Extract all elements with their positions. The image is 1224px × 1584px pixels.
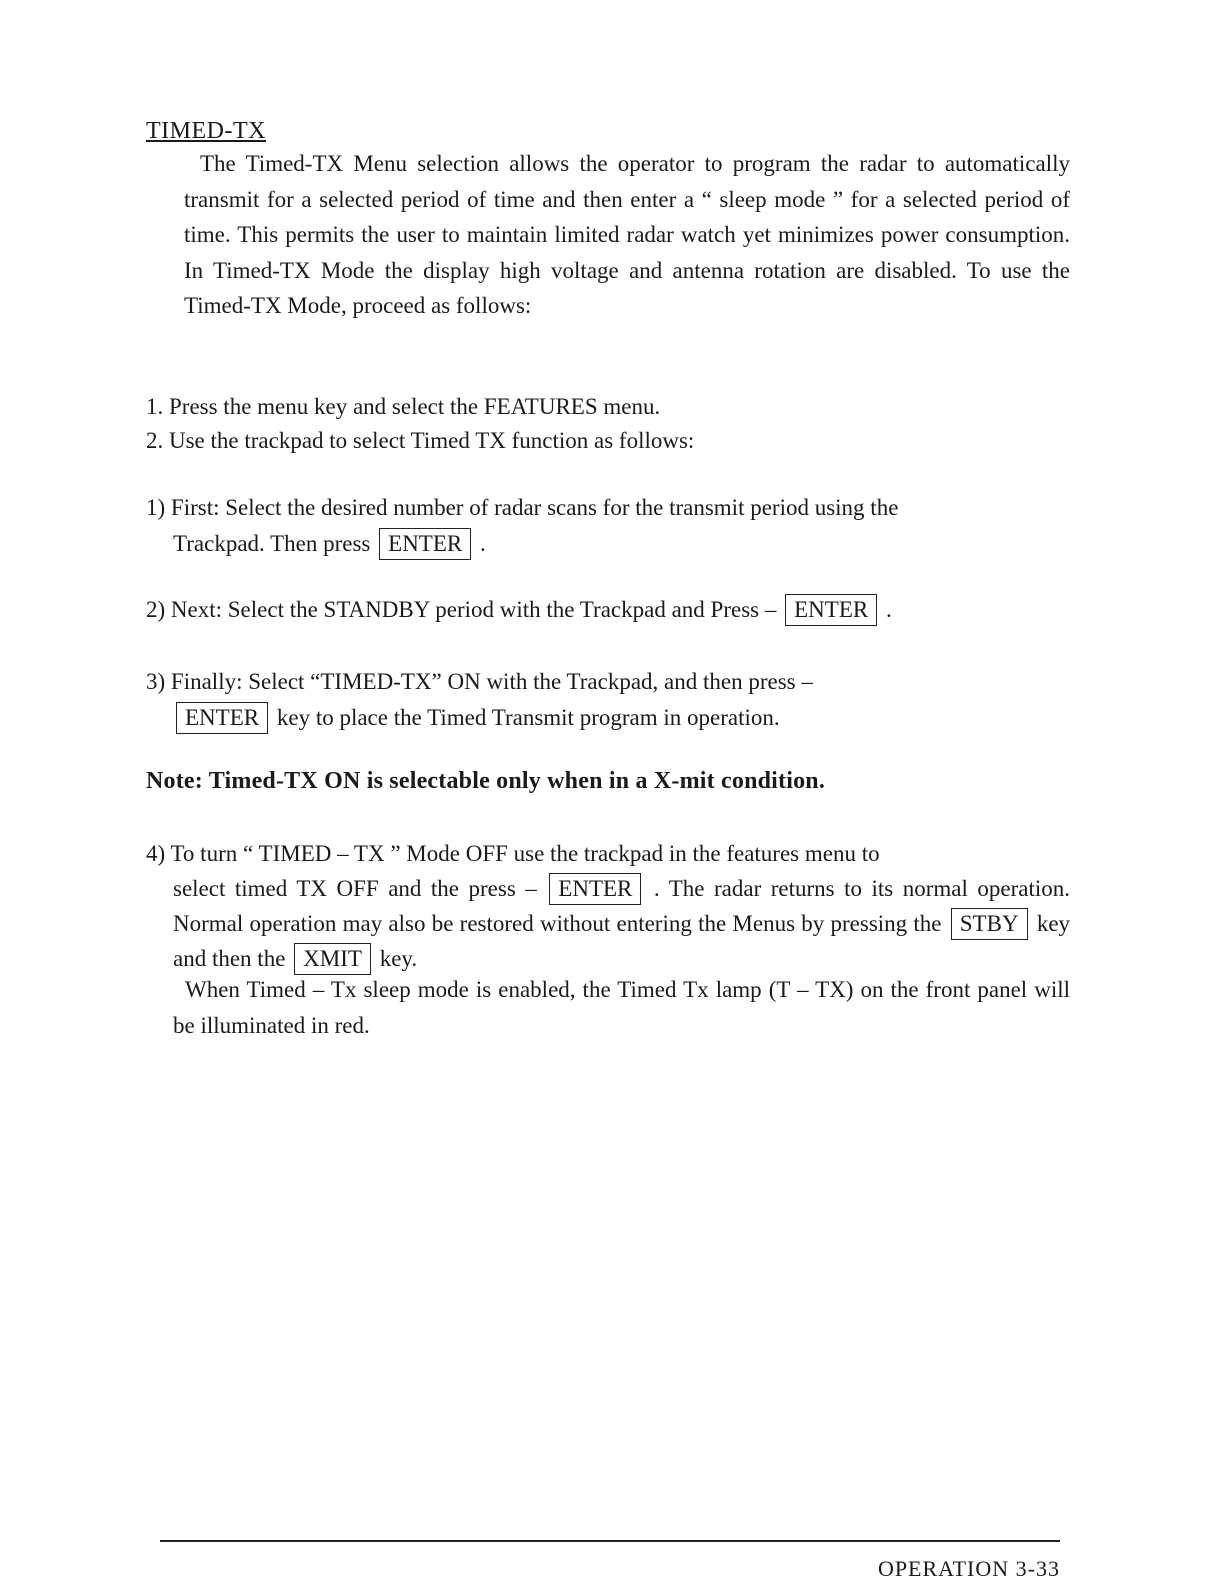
intro-paragraph (184, 146, 1070, 324)
step-2 (146, 592, 1070, 628)
step-3-text: key to place the Timed Transmit program in operation. (276, 705, 780, 730)
step-4 (146, 836, 1070, 976)
step-2-text: 2) Next: Select the STANDBY period with the Trackpad and Press – (146, 597, 777, 622)
enter-key-box: ENTER (785, 594, 877, 626)
numbered-step-1: 1. Press the menu key and select the FEATURES menu. (146, 394, 661, 419)
step-4-text-d: key and then the (173, 911, 1071, 971)
intro-text: The Timed-TX Menu selection allows the operator to program the radar to automatically transmit for a selected period of time and then enter a “ sleep mode ” for a selected period of time. This permits the user to maintain limited radar watch yet minimizes power consumption. In Timed-TX Mode the display high voltage and antenna rotation are disabled. To use the Timed-TX Mode, proceed as follows: (184, 151, 1070, 318)
step-1-period: . (480, 531, 486, 556)
section-heading: TIMED-TX (146, 118, 266, 144)
step-4-text-e: key. (379, 946, 418, 971)
footer-rule (160, 1540, 1060, 1542)
step-4-body (146, 871, 1070, 976)
step-3-line-2 (146, 700, 1070, 736)
step-2-period: . (885, 597, 892, 622)
note-text: Note: Timed-TX ON is selectable only when in a X-mit condition. (146, 768, 826, 794)
stby-key-box: STBY (951, 908, 1028, 940)
footer-page-label: OPERATION 3-33 (877, 1556, 1060, 1581)
enter-key-box: ENTER (549, 873, 641, 905)
numbered-step-2: 2. Use the trackpad to select Timed TX function as follows: (146, 428, 695, 453)
lamp-note-text: When Timed – Tx sleep mode is enabled, the Timed Tx lamp (T – TX) on the front panel will be illuminated in red. (173, 977, 1070, 1038)
step-4-line-1: 4) To turn “ TIMED – TX ” Mode OFF use the trackpad in the features menu to (146, 841, 880, 866)
lamp-note (173, 972, 1070, 1044)
step-1 (146, 490, 1070, 562)
step-3-line-1: 3) Finally: Select “TIMED-TX” ON with the Trackpad, and then press – (146, 669, 813, 694)
step-3 (146, 664, 1070, 736)
enter-key-box: ENTER (379, 528, 471, 560)
step-4-text-c: . The radar returns to its normal operation. Normal operation may also be restored without entering the Menus by pressing the (173, 876, 1071, 936)
xmit-key-box: XMIT (294, 943, 371, 975)
step-1-line-1: 1) First: Select the desired number of radar scans for the transmit period using the (146, 495, 899, 520)
step-4-text-b: select timed TX OFF and the press – (173, 876, 537, 901)
step-1-text: Trackpad. Then press (173, 531, 371, 556)
enter-key-box: ENTER (176, 702, 268, 734)
step-1-line-2 (146, 526, 1070, 562)
